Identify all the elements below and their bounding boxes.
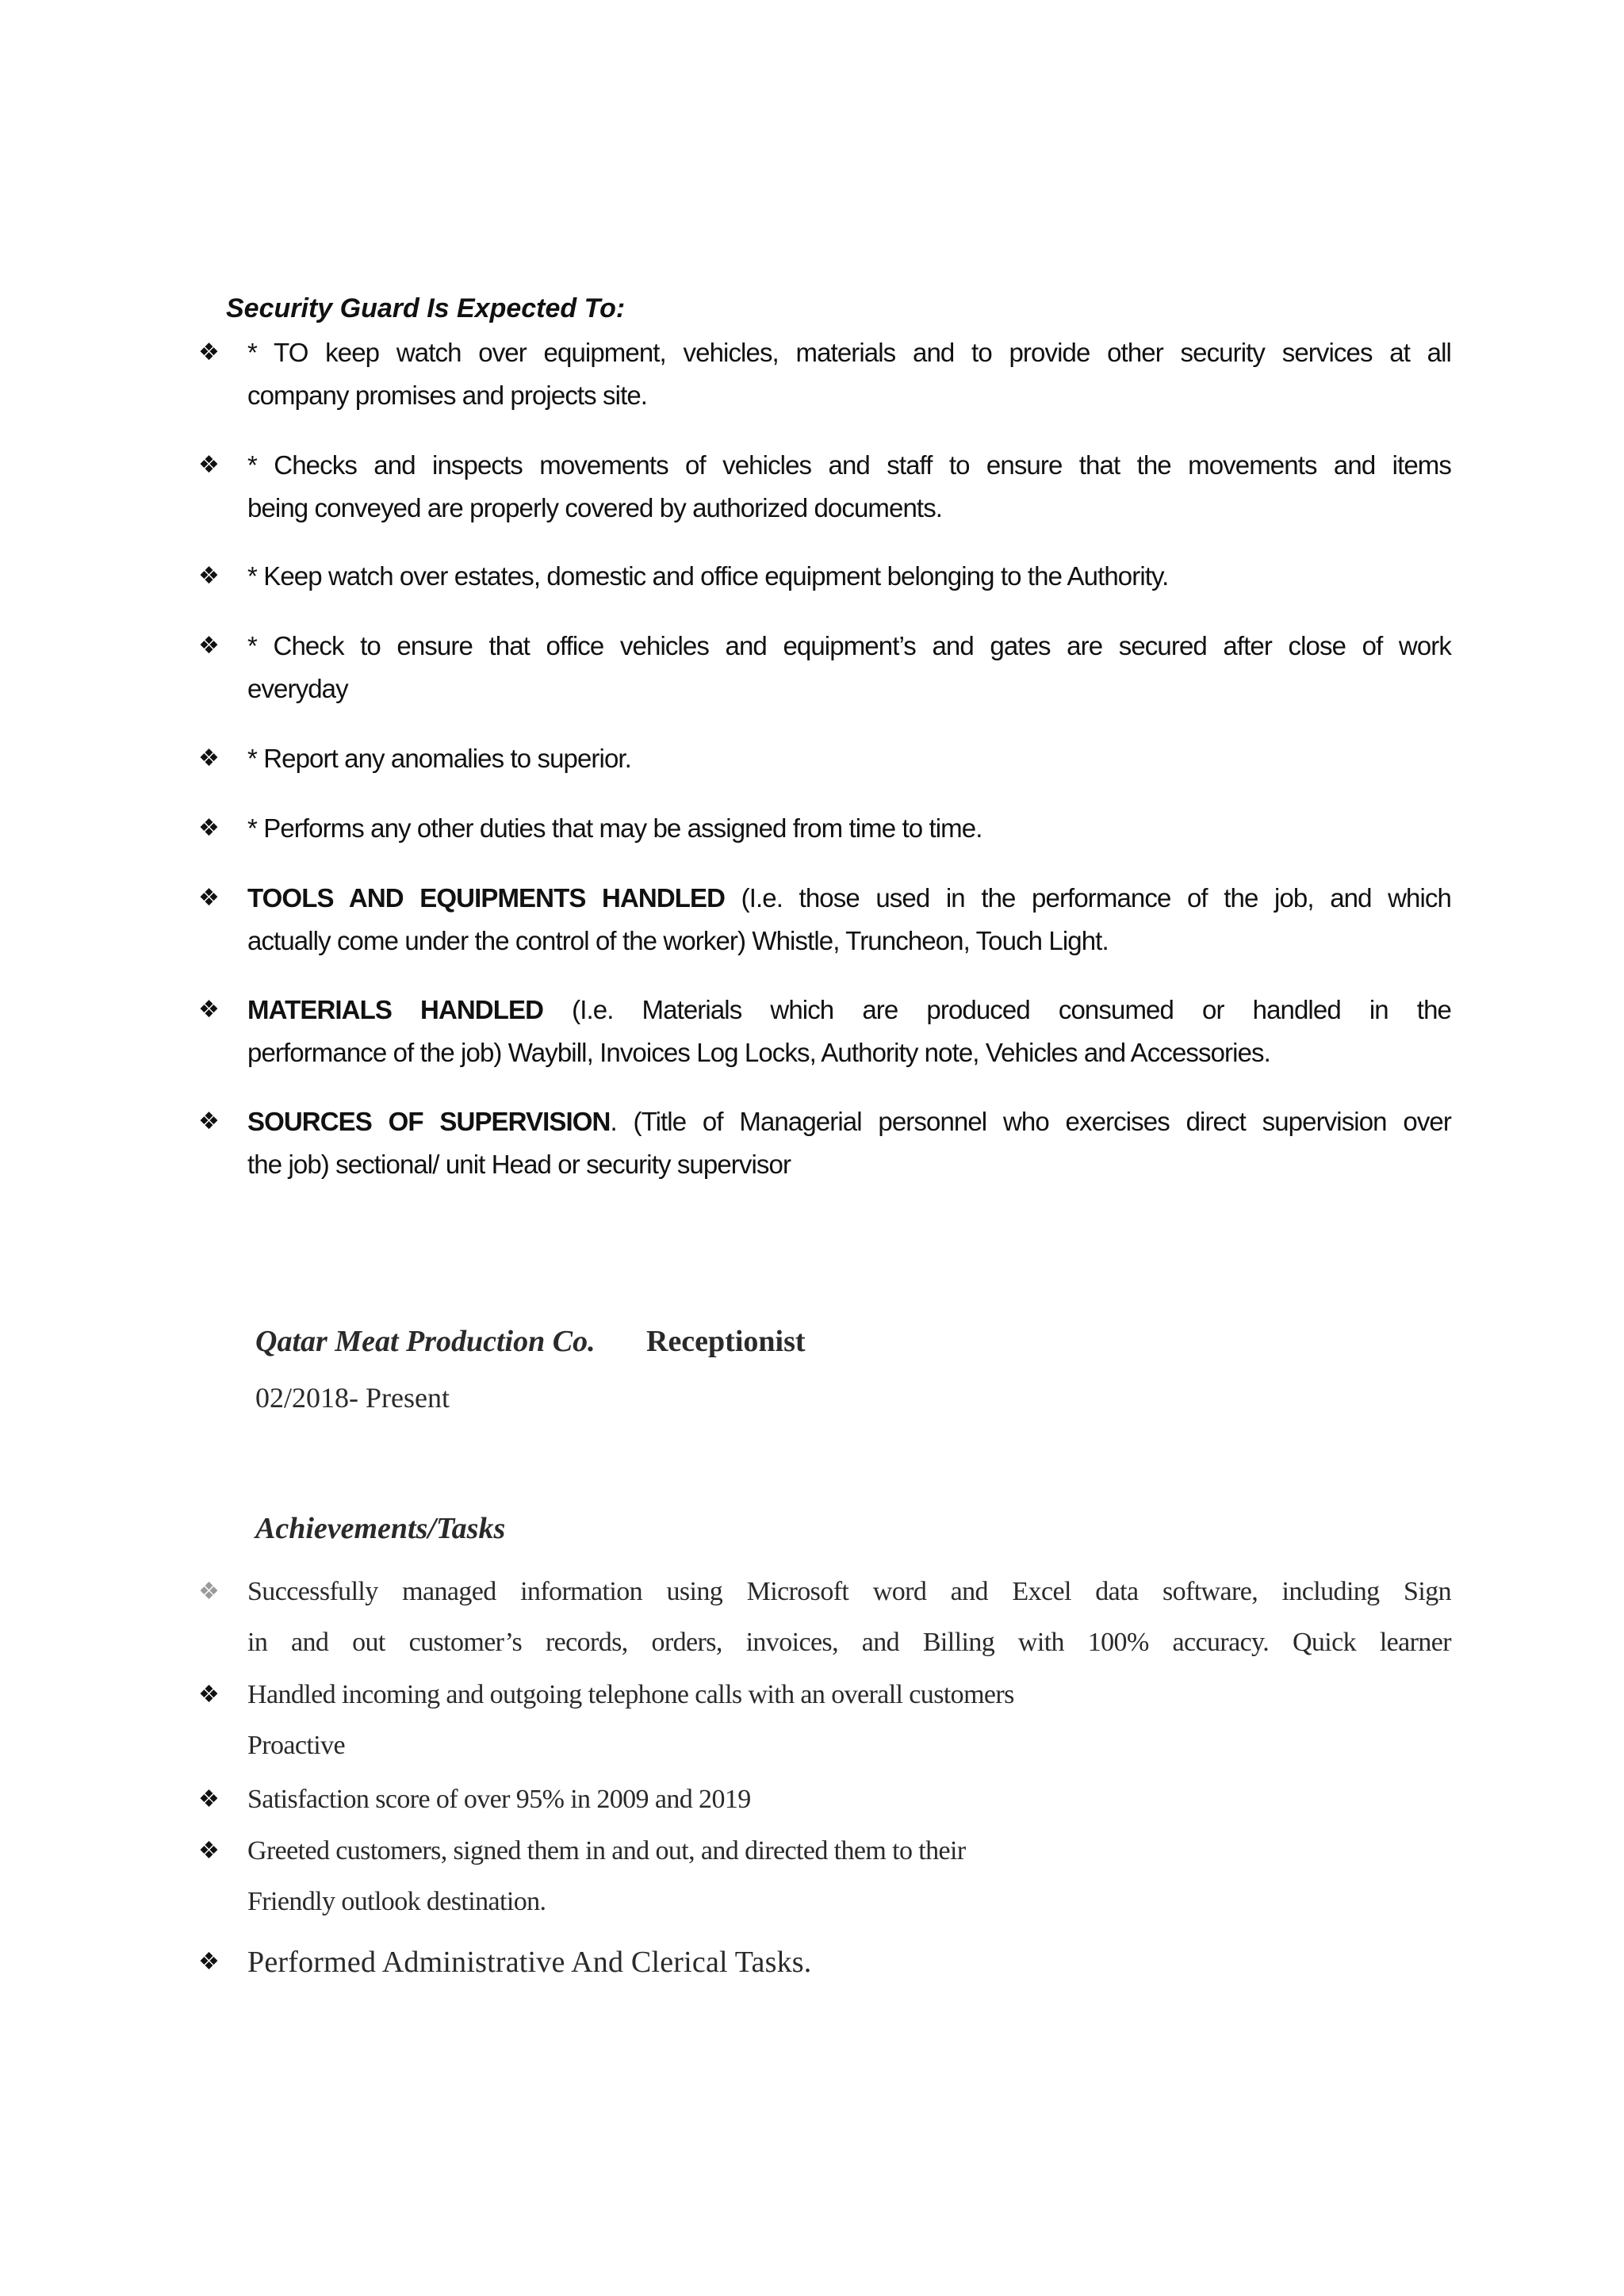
materials-line <box>247 989 1451 1031</box>
duty-line: * Check to ensure that office vehicles and equipment’s and gates are secured after close of work <box>247 631 1451 660</box>
supervision-line-2: the job) sectional/ unit Head or security supervisor <box>247 1150 791 1179</box>
achievement-line: Satisfaction score of over 95% in 2009 and 2019 <box>247 1785 751 1814</box>
diamond-bullet-icon: ❖ <box>198 563 220 589</box>
materials-label: MATERIALS HANDLED <box>247 995 544 1024</box>
supervision-text: . (Title of Managerial personnel who exercises direct supervision over <box>610 1107 1451 1136</box>
achievement-line: Greeted customers, signed them in and out, and directed them to their <box>247 1836 966 1866</box>
achievement-line: Performed Administrative And Clerical Tasks. <box>247 1946 812 1979</box>
diamond-bullet-icon: ❖ <box>198 1108 220 1135</box>
duty-line: company promises and projects site. <box>247 381 648 410</box>
supervision-label: SOURCES OF SUPERVISION <box>247 1107 611 1136</box>
duty-line: being conveyed are properly covered by authorized documents. <box>247 493 943 522</box>
achievement-line: Successfully managed information using Microsoft word and Excel data software, including Sign <box>247 1577 1451 1606</box>
achievements-heading: Achievements/Tasks <box>255 1512 506 1545</box>
diamond-bullet-icon: ❖ <box>198 339 220 365</box>
achievement-line: Friendly outlook destination. <box>247 1887 546 1916</box>
job-role: Receptionist <box>646 1325 806 1358</box>
diamond-bullet-icon: ❖ <box>198 1578 220 1605</box>
supervision-line <box>247 1100 1451 1143</box>
diamond-bullet-icon: ❖ <box>198 885 220 911</box>
diamond-bullet-icon: ❖ <box>198 745 220 771</box>
materials-text: (I.e. Materials which are produced consumed or handled in the <box>543 995 1451 1024</box>
duty-line: everyday <box>247 674 348 703</box>
job-dates: 02/2018- Present <box>255 1382 450 1414</box>
diamond-bullet-icon: ❖ <box>198 997 220 1023</box>
tools-line <box>247 877 1451 920</box>
diamond-bullet-icon: ❖ <box>198 452 220 478</box>
diamond-bullet-icon: ❖ <box>198 1682 220 1708</box>
materials-line-2: performance of the job) Waybill, Invoices Log Locks, Authority note, Vehicles and Accessories. <box>247 1038 1270 1067</box>
tools-line-2: actually come under the control of the worker) Whistle, Truncheon, Touch Light. <box>247 926 1109 955</box>
diamond-bullet-icon: ❖ <box>198 1786 220 1812</box>
tools-label: TOOLS AND EQUIPMENTS HANDLED <box>247 883 726 913</box>
security-guard-heading: Security Guard Is Expected To: <box>226 293 626 323</box>
diamond-bullet-icon: ❖ <box>198 633 220 659</box>
duty-line: * Performs any other duties that may be assigned from time to time. <box>247 813 982 843</box>
diamond-bullet-icon: ❖ <box>198 815 220 841</box>
duty-line: * TO keep watch over equipment, vehicles, materials and to provide other security services at all <box>247 338 1451 367</box>
diamond-bullet-icon: ❖ <box>198 1838 220 1864</box>
achievement-line: Handled incoming and outgoing telephone calls with an overall customers <box>247 1680 1014 1709</box>
achievement-line: in and out customer’s records, orders, invoices, and Billing with 100% accuracy. Quick learner <box>247 1628 1451 1657</box>
duty-line: * Checks and inspects movements of vehicles and staff to ensure that the movements and items <box>247 450 1451 480</box>
achievement-line: Proactive <box>247 1731 345 1760</box>
job-company: Qatar Meat Production Co. <box>255 1325 596 1358</box>
duty-line: * Keep watch over estates, domestic and office equipment belonging to the Authority. <box>247 561 1169 591</box>
tools-text: (I.e. those used in the performance of the job, and which <box>725 883 1451 913</box>
duty-line: * Report any anomalies to superior. <box>247 744 631 773</box>
diamond-bullet-icon: ❖ <box>198 1949 220 1975</box>
